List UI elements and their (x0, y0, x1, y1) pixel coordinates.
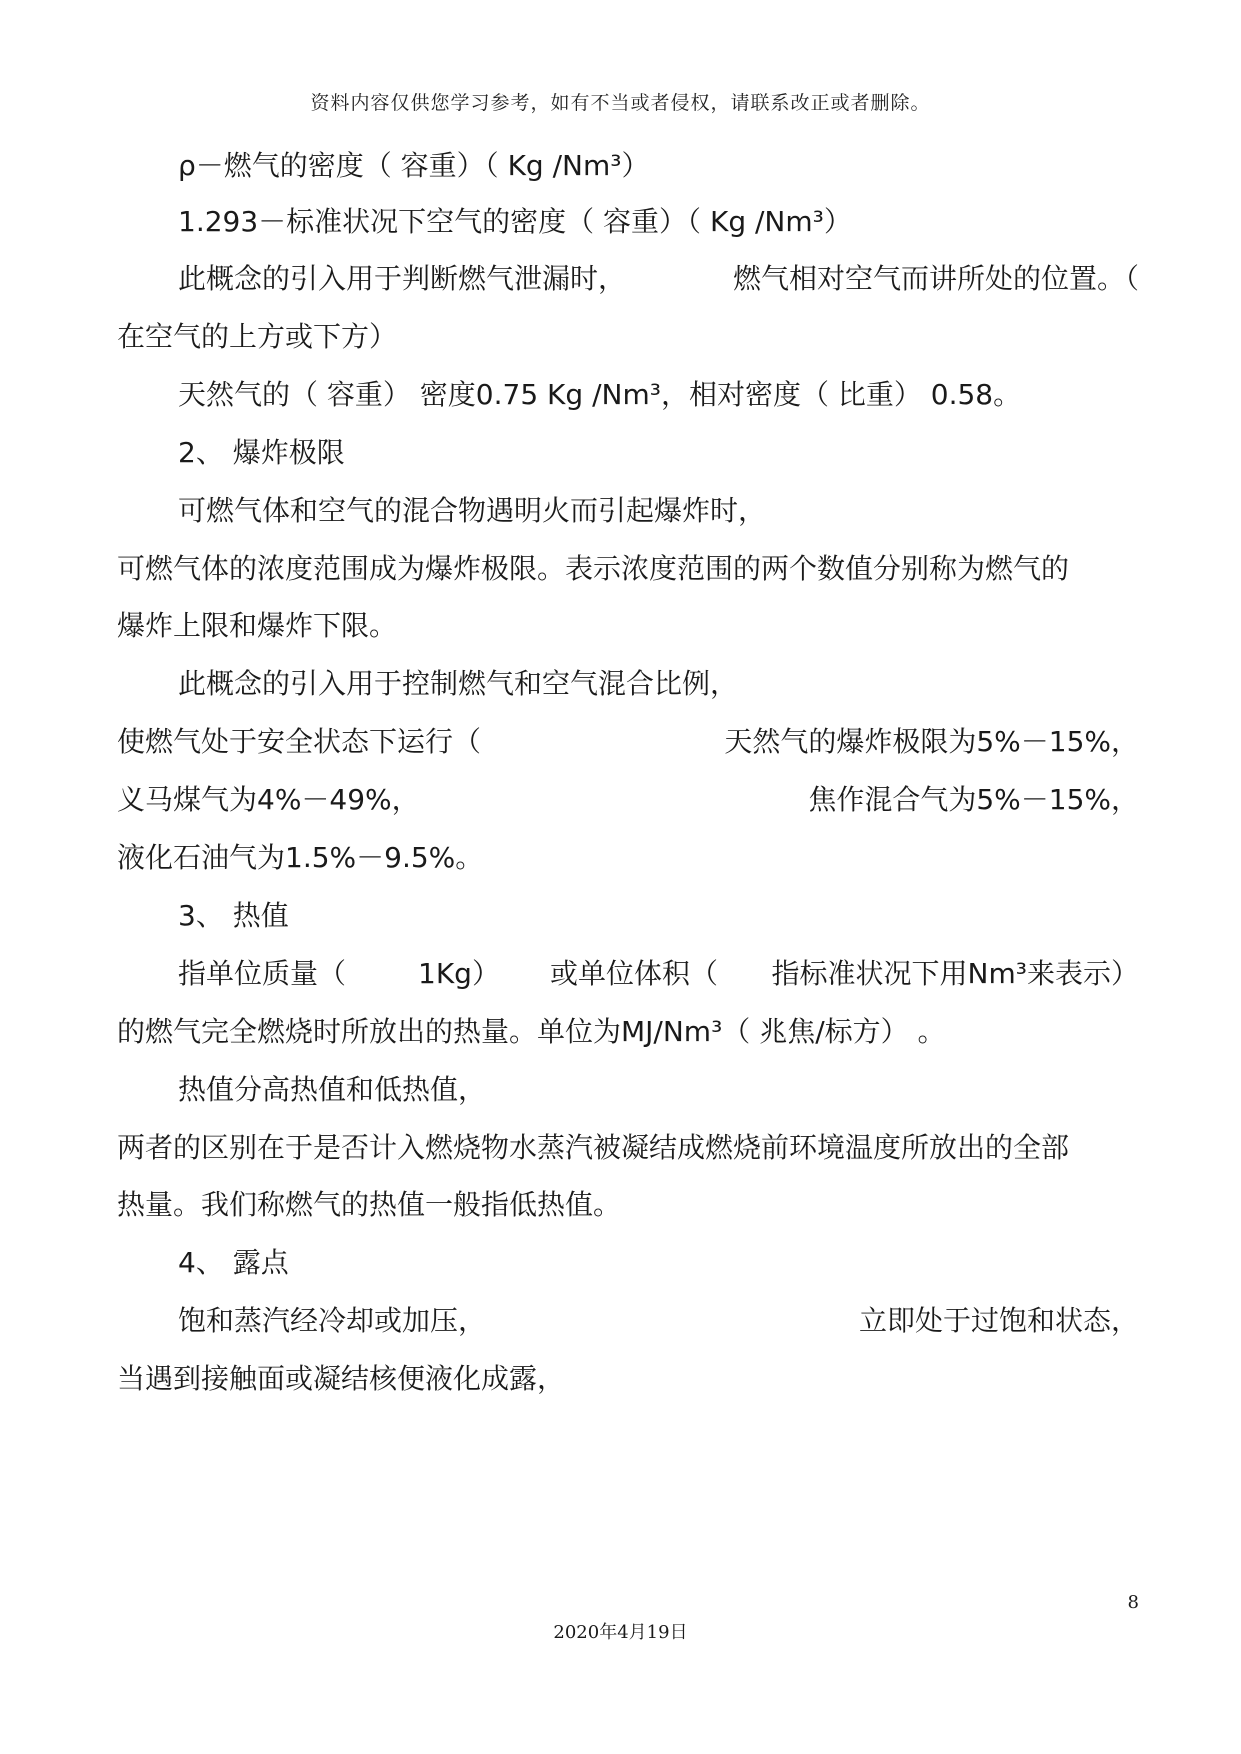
text-line-saturated-a: 饱和蒸汽经冷却或加压， (178, 1304, 487, 1337)
text-line-heat-release: 的燃气完全燃烧时所放出的热量。单位为MJ/Nm³（ 兆焦/标方） 。 (117, 1015, 946, 1048)
section-heading-dew-point: 4、 露点 (178, 1246, 289, 1279)
section-heading-heat-value: 3、 热值 (178, 899, 289, 932)
text-line-jiaozuo-gas: 焦作混合气为5%－15%， (808, 783, 1139, 816)
text-line-unit-mass: 指单位质量（ (178, 957, 347, 990)
text-line-1kg: 1Kg） (418, 957, 500, 990)
text-line-safe-a: 使燃气处于安全状态下运行（ (117, 725, 482, 758)
text-line-difference: 两者的区别在于是否计入燃烧物水蒸汽被凝结成燃烧前环境温度所放出的全部 (117, 1131, 1070, 1164)
text-line-leak-b: 燃气相对空气而讲所处的位置。（ (732, 262, 1139, 295)
text-line-air-density: 1.293－标准状况下空气的密度（ 容重）（ Kg /Nm³） (178, 205, 852, 238)
text-line-natural-gas-density: 天然气的（ 容重） 密度0.75 Kg /Nm³，相对密度（ 比重） 0.58。 (178, 378, 1022, 411)
text-line-leak-a: 此概念的引入用于判断燃气泄漏时， (178, 262, 627, 295)
text-line-control-ratio: 此概念的引入用于控制燃气和空气混合比例， (178, 667, 739, 700)
text-line-density: ρ－燃气的密度（ 容重）（ Kg /Nm³） (178, 149, 650, 182)
footer-date: 2020年4月19日 (553, 1622, 688, 1643)
page-number: 8 (1127, 1592, 1139, 1613)
text-line-explosion-c: 爆炸上限和爆炸下限。 (117, 609, 398, 642)
document-header-disclaimer: 资料内容仅供您学习参考，如有不当或者侵权，请联系改正或者删除。 (310, 92, 931, 114)
text-line-low-heat: 热量。我们称燃气的热值一般指低热值。 (117, 1188, 622, 1221)
text-line-safe-b: 天然气的爆炸极限为5%－15%， (724, 725, 1139, 758)
text-line-unit-volume: 或单位体积（ (550, 957, 719, 990)
text-line-explosion-b: 可燃气体的浓度范围成为爆炸极限。表示浓度范围的两个数值分别称为燃气的 (117, 552, 1070, 585)
text-line-yima-gas: 义马煤气为4%－49%， (117, 783, 420, 816)
text-line-position: 在空气的上方或下方） (117, 320, 398, 353)
section-heading-explosion-limit: 2、 爆炸极限 (178, 436, 345, 469)
text-line-high-low-heat: 热值分高热值和低热值， (178, 1073, 487, 1106)
text-line-lpg: 液化石油气为1.5%－9.5%。 (117, 841, 484, 874)
text-line-saturated-b: 立即处于过饱和状态， (858, 1304, 1139, 1337)
text-line-nm3: 指标准状况下用Nm³来表示） (771, 957, 1139, 990)
text-line-dew: 当遇到接触面或凝结核便液化成露， (117, 1362, 566, 1395)
text-line-explosion-a: 可燃气体和空气的混合物遇明火而引起爆炸时， (178, 494, 767, 527)
